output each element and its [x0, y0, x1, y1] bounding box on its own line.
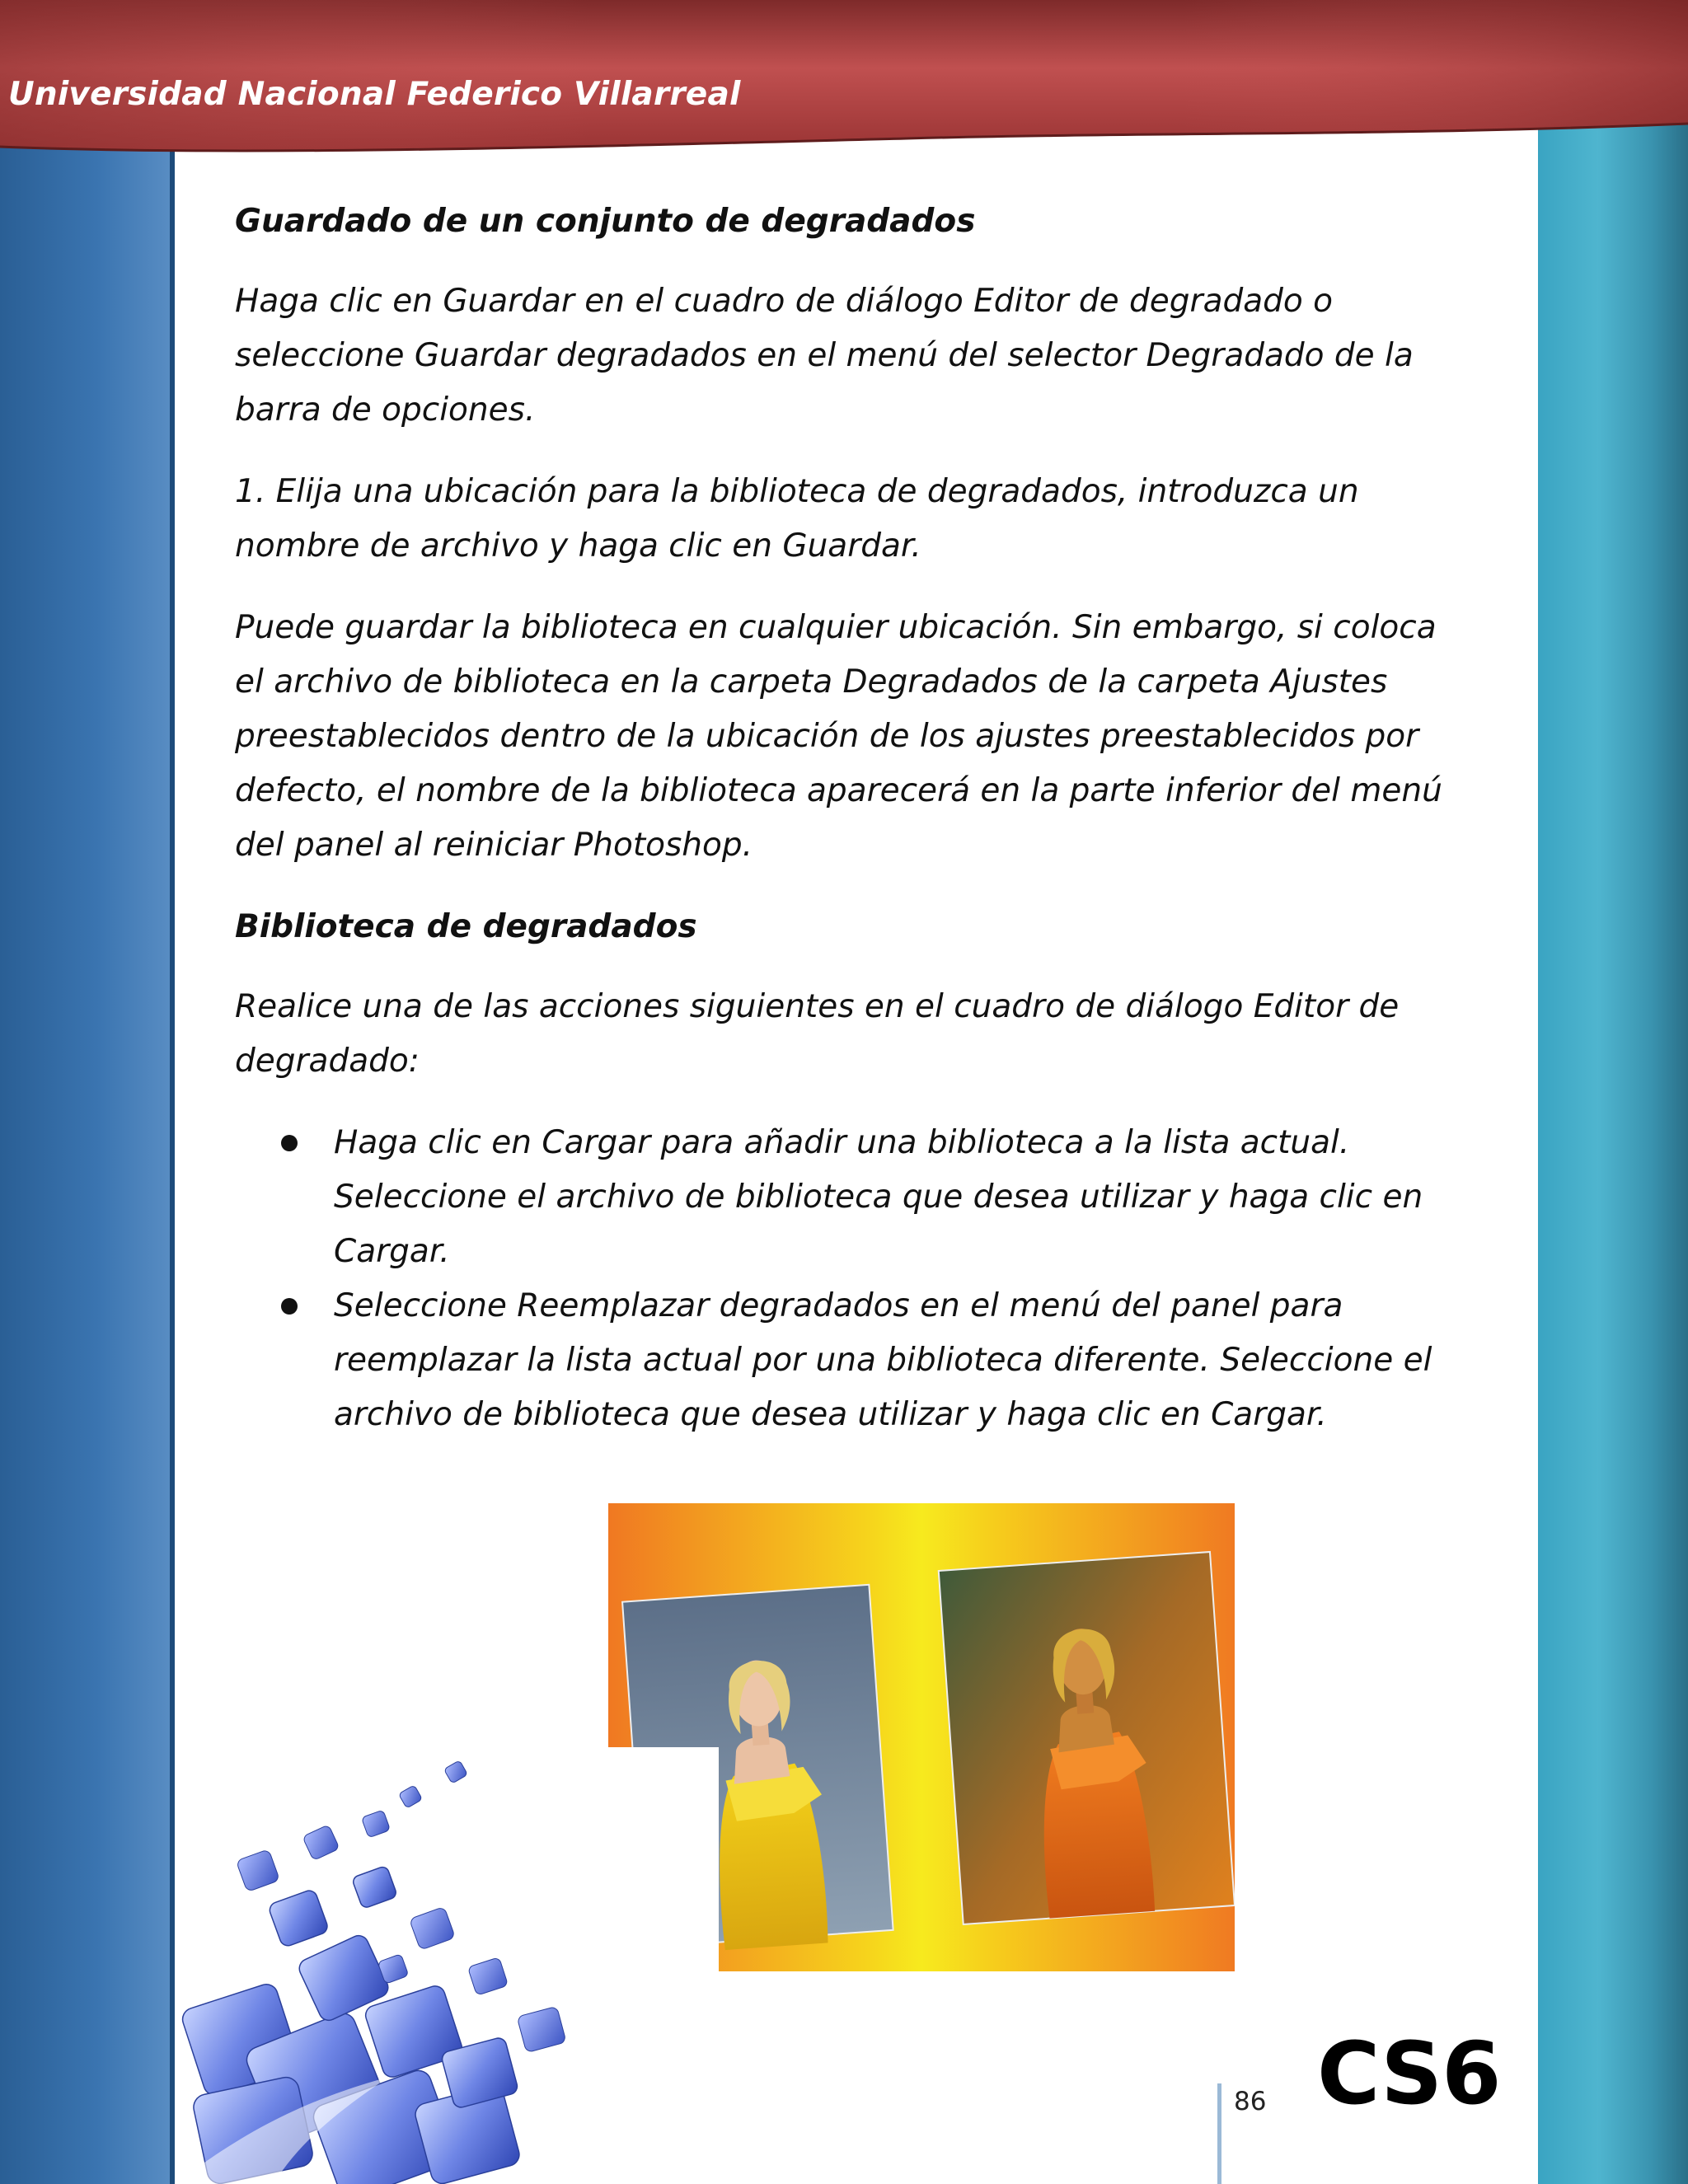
- paragraph: Puede guardar la biblioteca en cualquier ubicación. Sin embargo, si coloca el archivo de biblioteca en la carpeta Degradados de la carpeta Ajustes preestablecidos dentro de la ubicación de los ajustes preestablecidos por defecto, el nombre de la biblioteca aparecerá en la parte inferior del menú del panel al reiniciar Photoshop.: [235, 609, 1442, 864]
- photo-right: [939, 1552, 1235, 1924]
- page-number-divider: [1217, 2083, 1221, 2184]
- header-title: Universidad Nacional Federico Villarreal: [8, 76, 741, 113]
- section-heading-biblioteca: Biblioteca de degradados: [235, 908, 697, 945]
- list-item: [334, 1279, 1471, 1442]
- left-side-band: [0, 124, 175, 2184]
- paragraph: Haga clic en Guardar en el cuadro de diálogo Editor de degradado o seleccione Guardar degradados en el menú del selector Degradado de la barra de opciones.: [235, 283, 1414, 429]
- list-item-text: Haga clic en Cargar para añadir una biblioteca a la lista actual. Seleccione el archivo de biblioteca que desea utilizar y haga clic en Cargar.: [334, 1124, 1423, 1270]
- bullet-icon: [281, 1298, 298, 1315]
- decorative-cubes-graphic: [175, 1747, 719, 2184]
- brand-label: CS6: [1317, 2023, 1501, 2124]
- page-number: 86: [1234, 2087, 1267, 2116]
- list-item-text: Seleccione Reemplazar degradados en el menú del panel para reemplazar la lista actual por una biblioteca diferente. Seleccione el archivo de biblioteca que desea utilizar y haga clic en Cargar.: [334, 1287, 1432, 1433]
- bullet-icon: [281, 1135, 298, 1151]
- paragraph: Realice una de las acciones siguientes en el cuadro de diálogo Editor de degradado:: [235, 988, 1400, 1080]
- section-heading-guardado: Guardado de un conjunto de degradados: [235, 203, 976, 240]
- paragraph-step-1: 1. Elija una ubicación para la biblioteca de degradados, introduzca un nombre de archivo y haga clic en Guardar.: [235, 473, 1359, 565]
- list-item: [334, 1116, 1471, 1279]
- bullet-list: [235, 1116, 1471, 1442]
- right-side-band: [1538, 124, 1688, 2184]
- page-content: [235, 194, 1471, 1442]
